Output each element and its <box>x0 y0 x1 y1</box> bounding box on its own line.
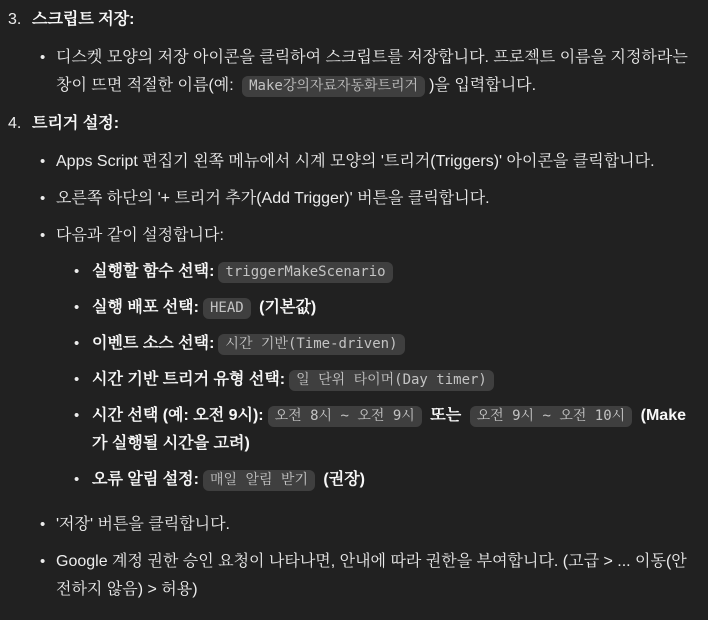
inline-code-pill: 오전 8시 ~ 오전 9시 <box>268 406 422 427</box>
bullet-text <box>56 148 694 176</box>
bullet-item <box>40 44 694 100</box>
text-segment: Google 계정 권한 승인 요청이 나타나면, 안내에 따라 권한을 부여합니다. (고급 > ... 이동(안전하지 않음) > 허용) <box>56 553 687 598</box>
bullet-marker: • <box>40 516 46 533</box>
bullet-marker: • <box>40 553 46 570</box>
sub-bullet-item <box>74 294 694 322</box>
bullet-marker: • <box>74 263 80 280</box>
inline-code-pill: 오전 9시 ~ 오전 10시 <box>470 406 633 427</box>
bullet-item <box>40 185 694 213</box>
bullet-item <box>40 548 694 604</box>
bullet-text <box>92 366 694 394</box>
bullet-marker: • <box>40 49 46 66</box>
bold-label: (Make가 실행될 시간을 고려) <box>92 407 686 452</box>
bullet-marker: • <box>40 190 46 207</box>
step-title: 스크립트 저장: <box>32 11 135 28</box>
bold-label: (권장) <box>318 471 365 488</box>
bullet-marker: • <box>74 299 80 316</box>
bold-label: 실행 배포 선택: <box>92 299 199 316</box>
text-segment: Apps Script 편집기 왼쪽 메뉴에서 시계 모양의 '트리거(Triggers)' 아이콘을 클릭합니다. <box>56 153 655 170</box>
bullet-text <box>92 402 694 458</box>
inline-code-pill: Make강의자료자동화트리거 <box>242 76 425 97</box>
bold-label: 또는 <box>425 407 466 424</box>
inline-code-pill: triggerMakeScenario <box>218 262 392 283</box>
inline-code-pill: 시간 기반(Time-driven) <box>218 334 404 355</box>
bullet-text <box>56 185 694 213</box>
bold-label: (기본값) <box>254 299 317 316</box>
bold-label: 시간 선택 (예: 오전 9시): <box>92 407 264 424</box>
step-head <box>8 6 694 34</box>
bullet-text <box>92 466 694 494</box>
bullet-marker: • <box>74 407 80 424</box>
bold-label: 오류 알림 설정: <box>92 471 199 488</box>
text-segment: '저장' 버튼을 클릭합니다. <box>56 516 231 533</box>
bold-label: 실행할 함수 선택: <box>92 263 215 280</box>
bullet-text <box>56 222 694 502</box>
bullet-item <box>40 222 694 502</box>
inline-code-pill: HEAD <box>203 298 251 319</box>
step-item-4 <box>8 110 694 604</box>
bullet-item <box>40 511 694 539</box>
inline-code-pill: 일 단위 타이머(Day timer) <box>289 370 494 391</box>
bullet-list <box>8 148 694 604</box>
bullet-text <box>56 548 694 604</box>
text-segment: 다음과 같이 설정합니다: <box>56 227 224 244</box>
step-item-3 <box>8 6 694 100</box>
sub-bullet-item <box>74 466 694 494</box>
bold-label: 이벤트 소스 선택: <box>92 335 215 352</box>
bullet-text <box>56 511 694 539</box>
step-number: 4. <box>8 115 22 132</box>
bold-label: 시간 기반 트리거 유형 선택: <box>92 371 286 388</box>
bullet-text <box>92 294 694 322</box>
bullet-marker: • <box>40 153 46 170</box>
step-head <box>8 110 694 138</box>
bullet-text <box>92 330 694 358</box>
sub-bullet-item <box>74 330 694 358</box>
bullet-item <box>40 148 694 176</box>
sub-bullet-list <box>56 258 694 494</box>
step-title: 트리거 설정: <box>32 115 120 132</box>
bullet-marker: • <box>74 371 80 388</box>
sub-bullet-item <box>74 258 694 286</box>
step-number: 3. <box>8 11 22 28</box>
inline-code-pill: 매일 알림 받기 <box>203 470 315 491</box>
bullet-marker: • <box>40 227 46 244</box>
bullet-text <box>92 258 694 286</box>
text-segment: )을 입력합니다. <box>429 77 537 94</box>
text-segment: 오른쪽 하단의 '+ 트리거 추가(Add Trigger)' 버튼을 클릭합니다. <box>56 190 490 207</box>
text-segment: 디스켓 모양의 저장 아이콘을 클릭하여 스크립트를 저장합니다. 프로젝트 이름을 지정하라는 창이 뜨면 적절한 이름(예: <box>56 49 688 94</box>
bullet-marker: • <box>74 471 80 488</box>
bullet-list <box>8 44 694 100</box>
sub-bullet-item <box>74 366 694 394</box>
bullet-text <box>56 44 694 100</box>
sub-bullet-item <box>74 402 694 458</box>
bullet-marker: • <box>74 335 80 352</box>
